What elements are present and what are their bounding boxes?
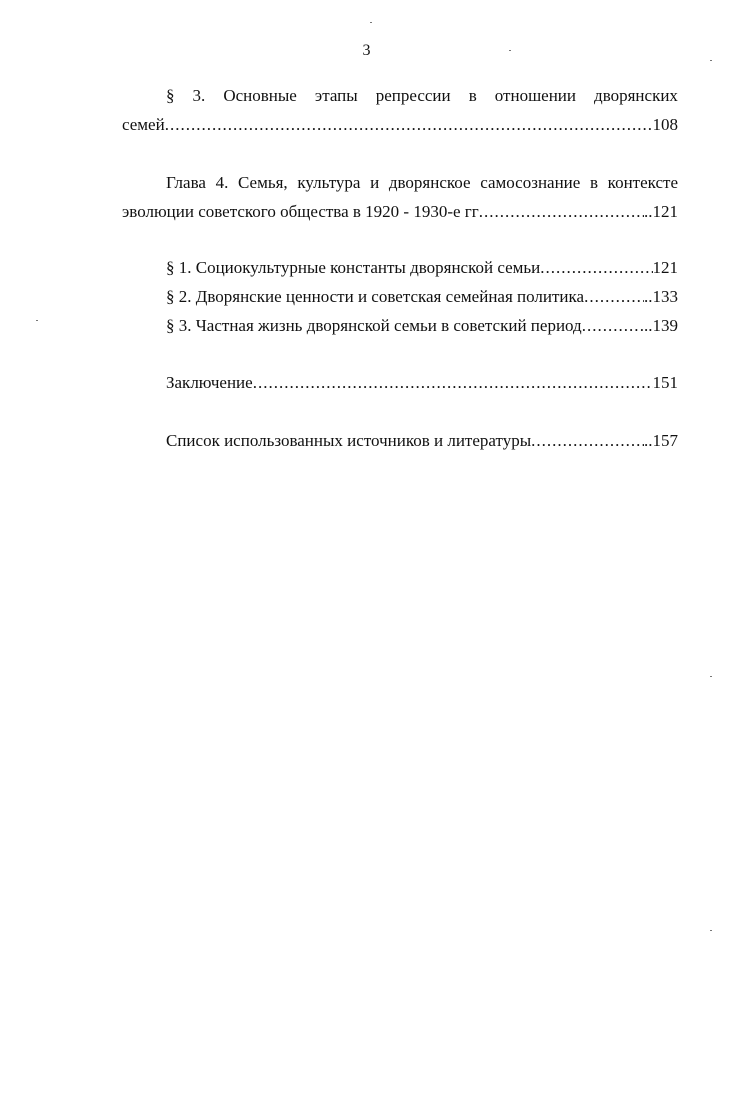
- toc-word: и: [370, 173, 380, 192]
- toc-bibliography: [166, 431, 678, 451]
- toc-word: §: [166, 86, 175, 105]
- toc-conclusion: [166, 373, 678, 393]
- toc-chapter4-first-line: [166, 173, 678, 193]
- toc-entry-label: эволюции советского общества в 1920 - 1930-е гг: [122, 202, 479, 221]
- toc-subsection-3: [166, 316, 678, 336]
- toc-word: отношении: [494, 86, 576, 105]
- toc-word: Основные: [223, 86, 297, 105]
- scan-speck: [710, 676, 712, 677]
- toc-word: дворянское: [388, 173, 471, 192]
- toc-word: Семья,: [238, 173, 288, 192]
- toc-word: культура: [297, 173, 361, 192]
- toc-leader-dots: [582, 316, 640, 336]
- toc-section3-first-line: [166, 86, 678, 106]
- toc-page-number: 108: [652, 115, 678, 134]
- toc-chapter4-second-line: [122, 202, 678, 222]
- toc-word: 4.: [215, 173, 229, 192]
- toc-entry-label: Список использованных источников и литературы: [166, 431, 532, 450]
- toc-subsection-1: [166, 258, 678, 278]
- scan-speck: [509, 50, 511, 51]
- toc-page-number: ..157: [644, 431, 678, 450]
- toc-word: этапы: [314, 86, 358, 105]
- page-number: 3: [362, 42, 371, 59]
- toc-word: в: [468, 86, 477, 105]
- scan-speck: [36, 320, 38, 321]
- toc-section3-second-line: [122, 115, 678, 135]
- toc-leader-dots: [584, 287, 644, 307]
- toc-word: в: [589, 173, 599, 192]
- toc-page-number: 151: [652, 373, 678, 392]
- toc-entry-label: семей: [122, 115, 165, 134]
- toc-word: 3.: [192, 86, 206, 105]
- toc-word: репрессии: [375, 86, 451, 105]
- scan-speck: [710, 930, 712, 931]
- toc-page-number: ..121: [644, 202, 678, 221]
- toc-word: контексте: [607, 173, 678, 192]
- toc-leader-dots: [531, 431, 644, 451]
- toc-leader-dots: [479, 202, 644, 222]
- toc-word: Глава: [166, 173, 206, 192]
- toc-entry-label: § 3. Частная жизнь дворянской семьи в советский период: [166, 316, 582, 335]
- toc-leader-dots: [165, 115, 653, 135]
- toc-subsection-2: [166, 287, 678, 307]
- toc-word: дворянских: [594, 86, 678, 105]
- scan-speck: [710, 60, 712, 61]
- toc-entry-label: § 2. Дворянские ценности и советская семейная политика: [166, 287, 585, 306]
- toc-leader-dots: [540, 258, 652, 278]
- toc-leader-dots: [253, 373, 653, 393]
- toc-entry-label: Заключение: [166, 373, 253, 392]
- toc-page-number: ..133: [644, 287, 678, 306]
- toc-page-number: 121: [652, 258, 678, 277]
- toc-entry-label: § 1. Социокультурные константы дворянской семьи: [166, 258, 541, 277]
- toc-page-number: ...139: [639, 316, 678, 335]
- toc-word: самосознание: [480, 173, 581, 192]
- scan-speck: [370, 22, 372, 23]
